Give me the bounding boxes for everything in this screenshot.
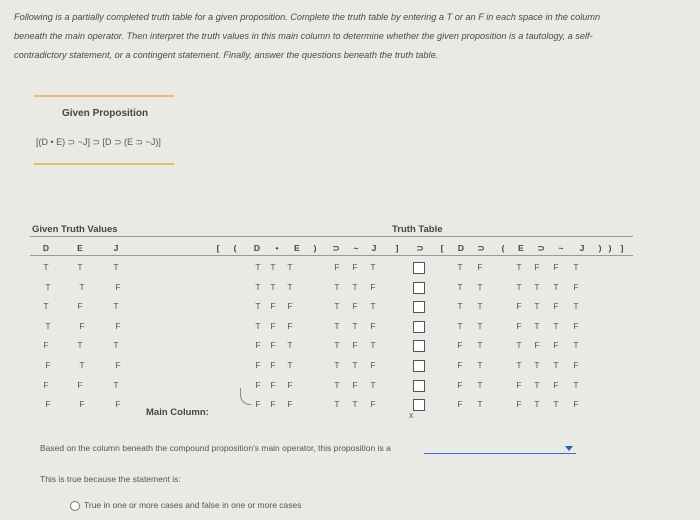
- truth-table-value-cell: T: [352, 360, 358, 370]
- given-value-cell: F: [45, 399, 51, 410]
- truth-table-header-symbol: [: [216, 243, 220, 253]
- truth-table-value-cell: F: [287, 320, 293, 331]
- given-proposition-expression: [(D • E) ⊃ ~J] ⊃ [D ⊃ (E ⊃ ~J)]: [36, 137, 161, 147]
- truth-table-header-symbol: ⊃: [477, 243, 485, 253]
- truth-table-value-cell: F: [352, 340, 358, 351]
- truth-table-value-cell: F: [516, 320, 522, 331]
- main-column-input[interactable]: [413, 399, 425, 411]
- given-value-cell: T: [113, 301, 119, 312]
- given-value-cell: T: [43, 301, 49, 312]
- truth-table-header-symbol: J: [579, 243, 585, 253]
- truth-table-value-cell: T: [287, 360, 293, 370]
- main-column-input[interactable]: [413, 282, 425, 294]
- truth-table-value-cell: T: [516, 281, 522, 292]
- truth-table-value-cell: F: [352, 262, 358, 272]
- truth-table-value-cell: T: [287, 262, 293, 272]
- given-header-e: E: [77, 243, 83, 253]
- instructions-line-3: contradictory statement, or a contingent statement. Finally, answer the questions beneath the truth table.: [14, 50, 439, 60]
- truth-table-value-cell: T: [352, 399, 358, 410]
- truth-table-value-cell: F: [270, 360, 276, 370]
- truth-table-value-cell: F: [270, 320, 276, 331]
- given-value-cell: T: [77, 340, 83, 351]
- truth-table-value-cell: F: [553, 379, 559, 390]
- main-column-input[interactable]: [413, 340, 425, 352]
- truth-table-value-cell: T: [352, 281, 358, 292]
- truth-table-value-cell: T: [255, 301, 261, 312]
- truth-table-value-cell: T: [573, 301, 579, 312]
- truth-table-value-cell: F: [553, 301, 559, 312]
- truth-table-value-cell: T: [334, 379, 340, 390]
- truth-table-header-symbol: J: [371, 243, 377, 253]
- given-value-cell: T: [79, 360, 85, 370]
- truth-table-value-cell: F: [255, 360, 261, 370]
- truth-table-value-cell: F: [457, 379, 463, 390]
- truth-table-value-cell: F: [516, 399, 522, 410]
- truth-table-value-cell: F: [477, 262, 483, 272]
- truth-table-header-symbol: D: [457, 243, 465, 253]
- truth-table-value-cell: T: [553, 281, 559, 292]
- truth-table-value-cell: T: [370, 379, 376, 390]
- truth-table-header-symbol: •: [275, 243, 279, 253]
- because-label: This is true because the statement is:: [40, 474, 181, 484]
- given-value-cell: T: [113, 262, 119, 272]
- truth-table-header-symbol: ): [598, 243, 602, 253]
- truth-table-value-cell: T: [573, 379, 579, 390]
- truth-table-header-symbol: ): [313, 243, 317, 253]
- truth-table-value-cell: F: [370, 320, 376, 331]
- truth-table-value-cell: F: [255, 399, 261, 410]
- truth-table-value-cell: F: [334, 262, 340, 272]
- truth-table-value-cell: T: [334, 360, 340, 370]
- given-value-cell: F: [77, 301, 83, 312]
- truth-table-value-cell: T: [334, 320, 340, 331]
- truth-table-value-cell: F: [534, 340, 540, 351]
- truth-table-value-cell: T: [287, 340, 293, 351]
- given-header-j: J: [113, 243, 119, 253]
- truth-table-value-cell: F: [270, 399, 276, 410]
- truth-table-header-symbol: ): [608, 243, 612, 253]
- truth-table-value-cell: T: [534, 360, 540, 370]
- truth-table-value-cell: T: [457, 262, 463, 272]
- truth-table-value-cell: T: [457, 301, 463, 312]
- truth-table-value-cell: T: [534, 399, 540, 410]
- truth-table-value-cell: F: [573, 360, 579, 370]
- given-truth-values-title: Given Truth Values: [32, 224, 118, 235]
- truth-table-value-cell: F: [457, 399, 463, 410]
- truth-table-value-cell: T: [334, 399, 340, 410]
- truth-table-header-symbol: [: [440, 243, 444, 253]
- truth-table-header-symbol: D: [253, 243, 261, 253]
- truth-table-header-symbol: ⊃: [537, 243, 545, 253]
- given-value-cell: T: [77, 262, 83, 272]
- truth-table-value-cell: F: [270, 301, 276, 312]
- given-top-divider: [34, 95, 174, 97]
- given-value-cell: T: [43, 262, 49, 272]
- truth-table-value-cell: T: [255, 281, 261, 292]
- truth-table-value-cell: F: [534, 262, 540, 272]
- truth-table-value-cell: F: [370, 399, 376, 410]
- truth-table-header-symbol: ⊃: [416, 243, 424, 253]
- main-column-input[interactable]: [413, 360, 425, 372]
- truth-table-value-cell: T: [477, 399, 483, 410]
- truth-table-header-symbol: (: [233, 243, 237, 253]
- given-value-cell: T: [113, 379, 119, 390]
- truth-table-value-cell: F: [573, 281, 579, 292]
- truth-table-value-cell: T: [477, 340, 483, 351]
- truth-table-title: Truth Table: [392, 224, 443, 235]
- given-value-cell: F: [115, 320, 121, 331]
- truth-table-value-cell: F: [352, 379, 358, 390]
- truth-table-value-cell: T: [516, 360, 522, 370]
- truth-table-value-cell: F: [370, 360, 376, 370]
- given-value-cell: T: [45, 320, 51, 331]
- truth-table-header-symbol: ]: [620, 243, 624, 253]
- instructions: [14, 8, 690, 65]
- truth-table-value-cell: T: [477, 281, 483, 292]
- given-bottom-divider: [34, 163, 174, 165]
- proposition-type-dropdown[interactable]: [424, 453, 576, 454]
- option-contingent-label[interactable]: True in one or more cases and false in one or more cases: [84, 500, 302, 510]
- truth-table-header-symbol: E: [294, 243, 300, 253]
- truth-table-value-cell: T: [573, 262, 579, 272]
- truth-table-header-symbol: ~: [353, 243, 359, 253]
- truth-table-value-cell: F: [270, 379, 276, 390]
- truth-table-value-cell: T: [457, 281, 463, 292]
- bracket-curve: [240, 388, 251, 405]
- truth-table-value-cell: F: [573, 320, 579, 331]
- given-value-cell: F: [115, 281, 121, 292]
- main-column-input[interactable]: [413, 321, 425, 333]
- given-value-cell: T: [79, 281, 85, 292]
- option-contingent-radio[interactable]: [70, 501, 80, 511]
- truth-table-value-cell: F: [270, 340, 276, 351]
- dropdown-arrow-icon[interactable]: [565, 446, 573, 451]
- main-column-x-mark: x: [409, 410, 414, 420]
- truth-table-value-cell: T: [287, 281, 293, 292]
- truth-table-value-cell: T: [573, 340, 579, 351]
- truth-table-value-cell: T: [334, 340, 340, 351]
- truth-table-value-cell: F: [457, 360, 463, 370]
- truth-table-value-cell: T: [553, 399, 559, 410]
- truth-table-value-cell: T: [270, 262, 276, 272]
- given-value-cell: F: [115, 360, 121, 370]
- given-value-cell: F: [79, 320, 85, 331]
- table-top-rule: [30, 236, 633, 237]
- truth-table-value-cell: T: [457, 320, 463, 331]
- given-value-cell: F: [43, 379, 49, 390]
- given-value-cell: T: [113, 340, 119, 351]
- truth-table-value-cell: F: [370, 281, 376, 292]
- given-value-cell: F: [45, 360, 51, 370]
- truth-table-value-cell: F: [553, 340, 559, 351]
- question-sentence: Based on the column beneath the compound proposition's main operator, this proposition is a: [40, 443, 391, 453]
- truth-table-value-cell: F: [287, 399, 293, 410]
- truth-table-value-cell: T: [477, 360, 483, 370]
- truth-table-value-cell: F: [573, 399, 579, 410]
- instructions-line-1: Following is a partially completed truth table for a given proposition. Complete the truth table by entering a T or an F in each space in the column: [14, 12, 601, 22]
- truth-table-value-cell: F: [287, 301, 293, 312]
- truth-table-header-symbol: ]: [395, 243, 399, 253]
- truth-table-value-cell: T: [255, 320, 261, 331]
- given-value-cell: F: [43, 340, 49, 351]
- given-value-cell: F: [115, 399, 121, 410]
- truth-table-value-cell: T: [477, 301, 483, 312]
- header-bottom-rule: [30, 255, 633, 256]
- main-column-input[interactable]: [413, 380, 425, 392]
- truth-table-header-symbol: ⊃: [332, 243, 340, 253]
- main-column-input[interactable]: [413, 301, 425, 313]
- main-column-label: Main Column:: [146, 407, 209, 418]
- truth-table-value-cell: T: [334, 281, 340, 292]
- truth-table-value-cell: T: [477, 320, 483, 331]
- truth-table-value-cell: T: [534, 281, 540, 292]
- truth-table-value-cell: T: [553, 320, 559, 331]
- truth-table-value-cell: T: [370, 340, 376, 351]
- truth-table-value-cell: F: [553, 262, 559, 272]
- truth-table-value-cell: T: [370, 301, 376, 312]
- truth-table-value-cell: T: [370, 262, 376, 272]
- truth-table-value-cell: F: [255, 340, 261, 351]
- truth-table-value-cell: T: [334, 301, 340, 312]
- truth-table-value-cell: F: [255, 379, 261, 390]
- truth-table-value-cell: T: [534, 379, 540, 390]
- given-value-cell: F: [79, 399, 85, 410]
- truth-table-value-cell: T: [516, 340, 522, 351]
- truth-table-value-cell: T: [534, 320, 540, 331]
- main-column-input[interactable]: [413, 262, 425, 274]
- truth-table-value-cell: F: [516, 301, 522, 312]
- truth-table-value-cell: F: [287, 379, 293, 390]
- truth-table-value-cell: T: [255, 262, 261, 272]
- truth-table-value-cell: T: [270, 281, 276, 292]
- instructions-line-2: beneath the main operator. Then interpret the truth values in this main column to determine whether the given proposition is a tautology, a self-: [14, 31, 593, 41]
- given-header-d: D: [42, 243, 50, 253]
- given-value-cell: T: [45, 281, 51, 292]
- truth-table-header-symbol: ~: [558, 243, 564, 253]
- truth-table-value-cell: F: [457, 340, 463, 351]
- truth-table-value-cell: T: [553, 360, 559, 370]
- given-proposition-title: Given Proposition: [62, 108, 149, 119]
- truth-table-value-cell: F: [516, 379, 522, 390]
- truth-table-header-symbol: E: [518, 243, 524, 253]
- truth-table-value-cell: T: [477, 379, 483, 390]
- truth-table-value-cell: T: [516, 262, 522, 272]
- given-value-cell: F: [77, 379, 83, 390]
- truth-table-header-symbol: (: [501, 243, 505, 253]
- truth-table-value-cell: F: [352, 301, 358, 312]
- truth-table-value-cell: T: [352, 320, 358, 331]
- truth-table-value-cell: T: [534, 301, 540, 312]
